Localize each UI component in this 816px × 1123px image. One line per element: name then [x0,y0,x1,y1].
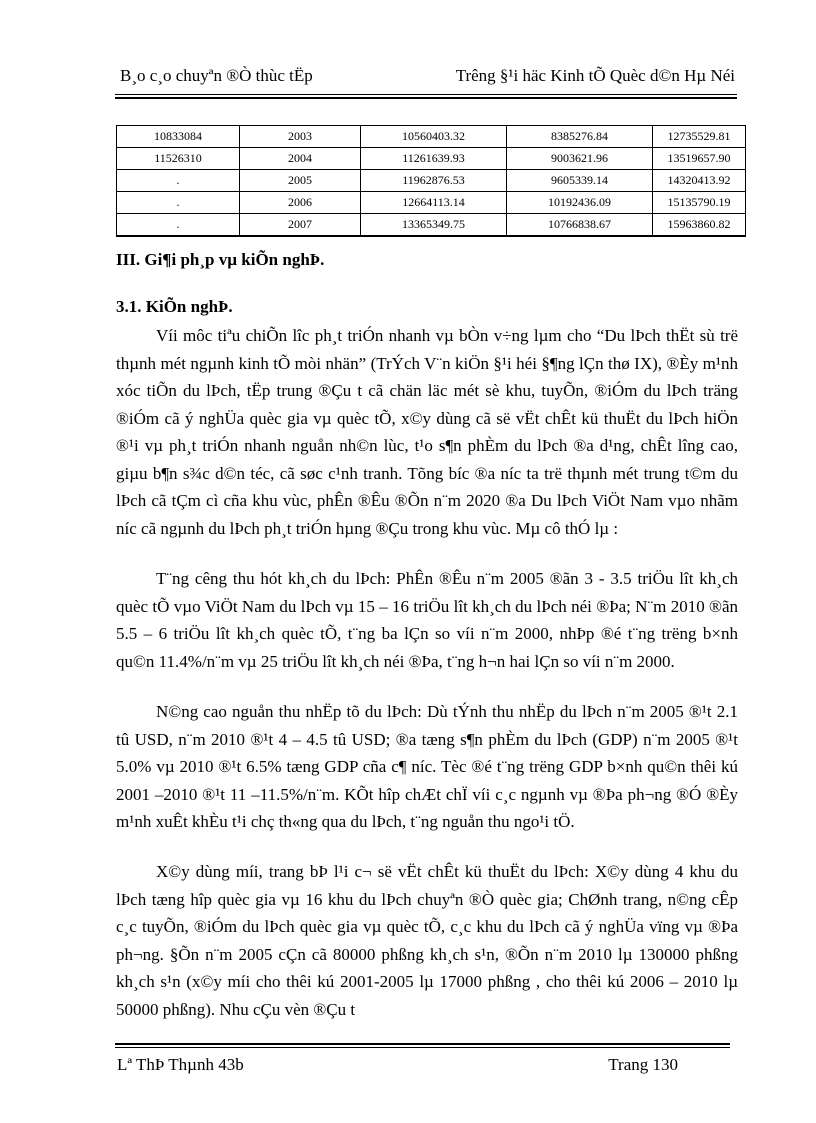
table-cell: 11261639.93 [361,148,507,170]
table-cell: 12735529.81 [653,126,746,148]
table-cell: 14320413.92 [653,170,746,192]
forecast-table [116,125,746,237]
table-cell: 10833084 [117,126,240,148]
table-cell: 2004 [240,148,361,170]
table-cell: 9605339.14 [507,170,653,192]
body-paragraph: T¨ng cêng thu hót kh¸ch du lÞch: PhÊn ®Êu n¨m 2005 ®ãn 3 - 3.5 triÖu lît kh¸ch quèc tÕ vµo ViÖt Nam du lÞch vµ 15 – 16 triÖu lît kh¸ch du lÞch néi ®Þa; N¨m 2010 ®ãn 5.5 – 6 triÖu lît kh¸ch quèc tÕ, t¨ng ba lÇn so víi n¨m 2000, nhÞp ®é t¨ng trëng b×nh qu©n 11.4%/n¨m vµ 25 triÖu lît kh¸ch néi ®Þa, t¨ng h¬n hai lÇn so víi n¨m 2000. [116,569,738,671]
table-cell: 10766838.67 [507,214,653,237]
page-header [115,60,737,94]
table-row [117,170,746,192]
footer-author: Lª ThÞ Thµnh 43b [117,1055,244,1074]
footer-rule [115,1047,730,1048]
table-cell: 13365349.75 [361,214,507,237]
header-rule [115,94,737,95]
table-cell: 15135790.19 [653,192,746,214]
footer-rule-thick [115,1043,730,1045]
table-row [117,126,746,148]
body-paragraph: X©y dùng míi, trang bÞ l¹i c¬ së vËt chÊt kü thuËt du lÞch: X©y dùng 4 khu du lÞch tæng hîp quèc gia vµ 16 khu du lÞch chuyªn ®Ò quèc gia; ChØnh trang, n©ng cÊp c¸c tuyÕn, ®iÓm du lÞch quèc gia vµ quèc tÕ, c¸c khu du lÞch cã ý nghÜa vïng vµ ®Þa ph¬ng. §Õn n¨m 2005 cÇn cã 80000 phßng kh¸ch s¹n, ®Õn n¨m 2010 lµ 130000 phßng kh¸ch s¹n (x©y míi cho thêi kú 2001-2005 lµ 17000 phßng , cho thêi kú 2006 – 2010 lµ 50000 phßng). Nhu cÇu vèn ®Çu t [116,862,738,1019]
table-cell: 11962876.53 [361,170,507,192]
table-row [117,214,746,237]
page-number: Trang 130 [608,1055,678,1074]
section-heading: III. Gi¶i ph¸p vµ kiÕn nghÞ. [116,250,325,269]
table-cell: 2007 [240,214,361,237]
table-cell: 10560403.32 [361,126,507,148]
table-cell: 2005 [240,170,361,192]
table-cell: . [117,170,240,192]
table-cell: 2006 [240,192,361,214]
table-row [117,192,746,214]
header-rule-thick [115,97,737,99]
header-report-title: B¸o c¸o chuyªn ®Ò thùc tËp [120,66,313,85]
header-university: Trêng §¹i häc Kinh tÕ Quèc d©n Hµ Néi [455,66,735,85]
page-footer [115,1043,730,1083]
body-paragraph: N©ng cao nguån thu nhËp tõ du lÞch: Dù tÝnh thu nhËp du lÞch n¨m 2005 ®¹t 2.1 tû USD, n¨m 2010 ®¹t 4 – 4.5 tû USD; ®a tæng s¶n phÈm du lÞch (GDP) n¨m 2005 ®¹t 5.0% vµ 2010 ®¹t 6.5% tæng GDP cña c¶ níc. Tèc ®é t¨ng trëng GDP b×nh qu©n thêi kú 2001 –2010 ®¹t 11 –11.5%/n¨m. KÕt hîp chÆt chÏ víi c¸c ngµnh vµ ®Þa ph¬ng ®Ó ®Èy m¹nh xuÊt khÈu t¹i chç th«ng qua du lÞch, t¨ng nguån thu ngo¹i tÖ. [116,702,738,831]
table-cell: 12664113.14 [361,192,507,214]
subsection-heading: 3.1. KiÕn nghÞ. [116,297,233,316]
table-cell: 11526310 [117,148,240,170]
table-cell: 15963860.82 [653,214,746,237]
table-cell: 13519657.90 [653,148,746,170]
table-cell: 8385276.84 [507,126,653,148]
table-cell: 10192436.09 [507,192,653,214]
table-cell: 2003 [240,126,361,148]
table-cell: . [117,192,240,214]
table-cell: 9003621.96 [507,148,653,170]
body-paragraph: Víi môc tiªu chiÕn lîc ph¸t triÓn nhanh vµ bÒn v÷ng lµm cho “Du lÞch thËt sù trë thµnh mét ngµnh kinh tÕ mòi nhän” (TrÝch V¨n kiÖn §¹i héi §¶ng lÇn thø IX), ®Èy m¹nh xóc tiÕn du lÞch, tËp trung ®Çu t cã chän läc mét sè khu, tuyÕn, ®iÓm du lÞch träng ®iÓm cã ý nghÜa quèc gia vµ quèc tÕ, x©y dùng cã së vËt chÊt kü thuËt du lÞch hiÖn ®¹i vµ ph¸t triÓn nhanh nguån nh©n lùc, t¹o s¶n phÈm du lÞch ®a d¹ng, chÊt lîng cao, giµu b¶n s¾c d©n téc, cã søc c¹nh tranh. Tõng bíc ®a níc ta trë thµnh mét trung t©m du lÞch cã tÇm cì cña khu vùc, phÊn ®Êu ®Õn n¨m 2020 ®a Du lÞch ViÖt Nam vµo nhãm níc cã ngµnh du lÞch ph¸t triÓn hµng ®Çu trong khu vùc. Mµ cô thÓ lµ : [116,326,738,538]
table-cell: . [117,214,240,237]
table-row [117,148,746,170]
